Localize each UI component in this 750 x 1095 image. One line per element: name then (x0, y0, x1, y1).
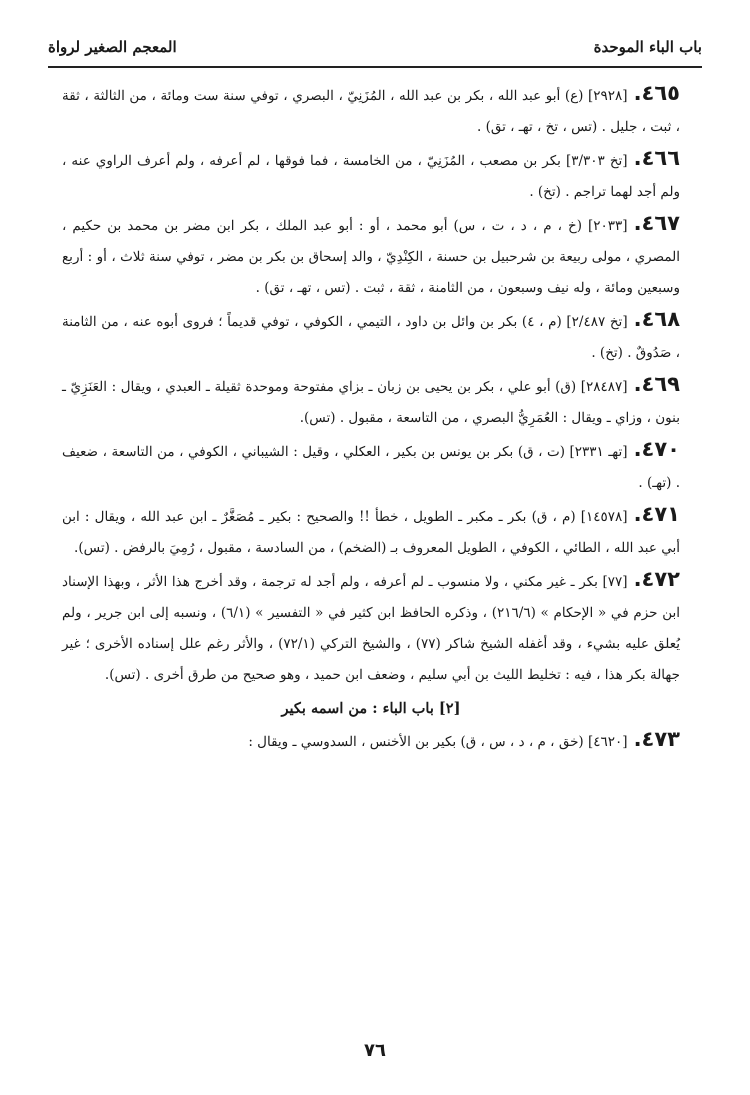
entry-text: [٢٨٤٨٧] (ق) أبو علي ، بكر بن يحيى بن زبان ـ بزاي مفتوحة وموحدة ثقيلة ـ العبدي ، ويقال : العَنَزِيّ ـ بنون ، وزاي ـ ويقال : العُمَرِيُّ البصري ، من التاسعة ، مقبول . (تس). (62, 379, 680, 426)
entry-number: ٤٦٨. (633, 307, 681, 331)
page-number: ٧٦ (364, 1040, 386, 1061)
entry-473 (62, 724, 680, 758)
entry-number: ٤٦٧. (633, 211, 680, 235)
entry-text: [٢٩٢٨] (ع) أبو عبد الله ، بكر بن عبد الله ، المُزَنِيّ ، البصري ، توفي سنة ست ومائة ، من الثالثة ، ثقة ، ثبت ، جليل . (تس ، تخ ، تهـ ، تق) . (62, 88, 680, 135)
entry-number: ٤٧١. (633, 502, 680, 526)
entry-number: ٤٦٥. (633, 81, 680, 105)
header-left-title: المعجم الصغير لرواة (48, 38, 177, 56)
entry-number: ٤٧٣. (633, 727, 680, 751)
header-rule (48, 66, 702, 68)
entry-text: [تخ ٢/٤٨٧] (م ، ٤) بكر بن وائل بن داود ، التيمي ، الكوفي ، توفي قديماً ؛ فروى أبوه عنه ، من الثامنة ، صَدُوقٌ . (تخ) . (62, 314, 680, 361)
entry-text: [٢٠٣٣] (خ ، م ، د ، ت ، س) أبو محمد ، أو : أبو عبد الملك ، بكر ابن مضر بن محمد بن حكيم ، المصري ، مولى ربيعة بن شرحبيل بن حسنة ، الكِنْدِيّ ، والد إسحاق بن بكر بن مضر ، توفي سنة ثلاث ، أو : أربع وسبعين ومائة ، وله نيف وسبعون ، من الثامنة ، ثقة ، ثبت . (تس ، تهـ ، تق) . (62, 218, 680, 296)
entry-text: [٧٧] بكر ـ غير مكني ، ولا منسوب ـ لم أعرفه ، ولم أجد له ترجمة ، وقد أخرج هذا الأثر ، وبهذا الإسناد ابن حزم في « الإحكام » (٢١٦/٦) ، وذكره الحافظ ابن كثير في « التفسير » (٦/١) ، ونسبه إلى ابن جرير ، ولم يُعلق عليه بشيء ، وقد أغفله الشيخ شاكر (٧٧) ، والشيخ التركي (٧٢/١) ، والأثر رغم علل إسناده الأخرى ؛ غير جهالة بكر هذا ، فيه : تخليط الليث بن أبي سليم ، وضعف ابن حميد ، وهو صحيح من طرق أخرى . (تس). (62, 574, 681, 683)
entry-text: [تهـ ٢٣٣١] (ت ، ق) بكر بن يونس بن بكير ، العكلي ، وقيل : الشيباني ، الكوفي ، من التاسعة ، ضعيف . (تهـ) . (62, 444, 680, 491)
entry-466 (62, 143, 680, 208)
entry-470 (62, 434, 680, 499)
running-header (48, 30, 702, 64)
entry-number: ٤٧٢. (633, 567, 680, 591)
entry-469 (62, 369, 680, 434)
header-right-title: باب الباء الموحدة (593, 38, 702, 56)
entry-number: ٤٧٠. (633, 437, 680, 461)
entry-number: ٤٦٩. (633, 372, 680, 396)
section-subheading: [٢] باب الباء : من اسمه بكير (281, 700, 461, 717)
page-body (62, 78, 680, 1025)
entry-472 (62, 564, 680, 691)
entry-text: [١٤٥٧٨] (م ، ق) بكر ـ مكبر ـ الطويل ، خطأ !! والصحيح : بكير ـ مُصَغَّرٌ ـ ابن عبد الله ، ويقال : ابن أبي عبد الله ، الطائي ، الكوفي ، الطويل المعروف بـ (الضخم) ، من السادسة ، مقبول ، رُمِيَ بالرفض . (تس). (62, 509, 680, 556)
entry-471 (62, 499, 680, 564)
entry-465 (62, 78, 680, 143)
entry-number: ٤٦٦. (633, 146, 681, 170)
entry-text: [تخ ٣/٣٠٣] بكر بن مصعب ، المُزَنِيّ ، من الخامسة ، فما فوقها ، لم أعرفه ، ولم أعرف الراوي عنه ، ولم أجد لهما تراجم . (تخ) . (62, 153, 680, 200)
entry-text: [٤٦٢٠] (خق ، م ، د ، س ، ق) بكير بن الأخنس ، السدوسي ـ ويقال : (248, 734, 628, 750)
entry-467 (62, 208, 680, 304)
entry-468 (62, 304, 680, 369)
